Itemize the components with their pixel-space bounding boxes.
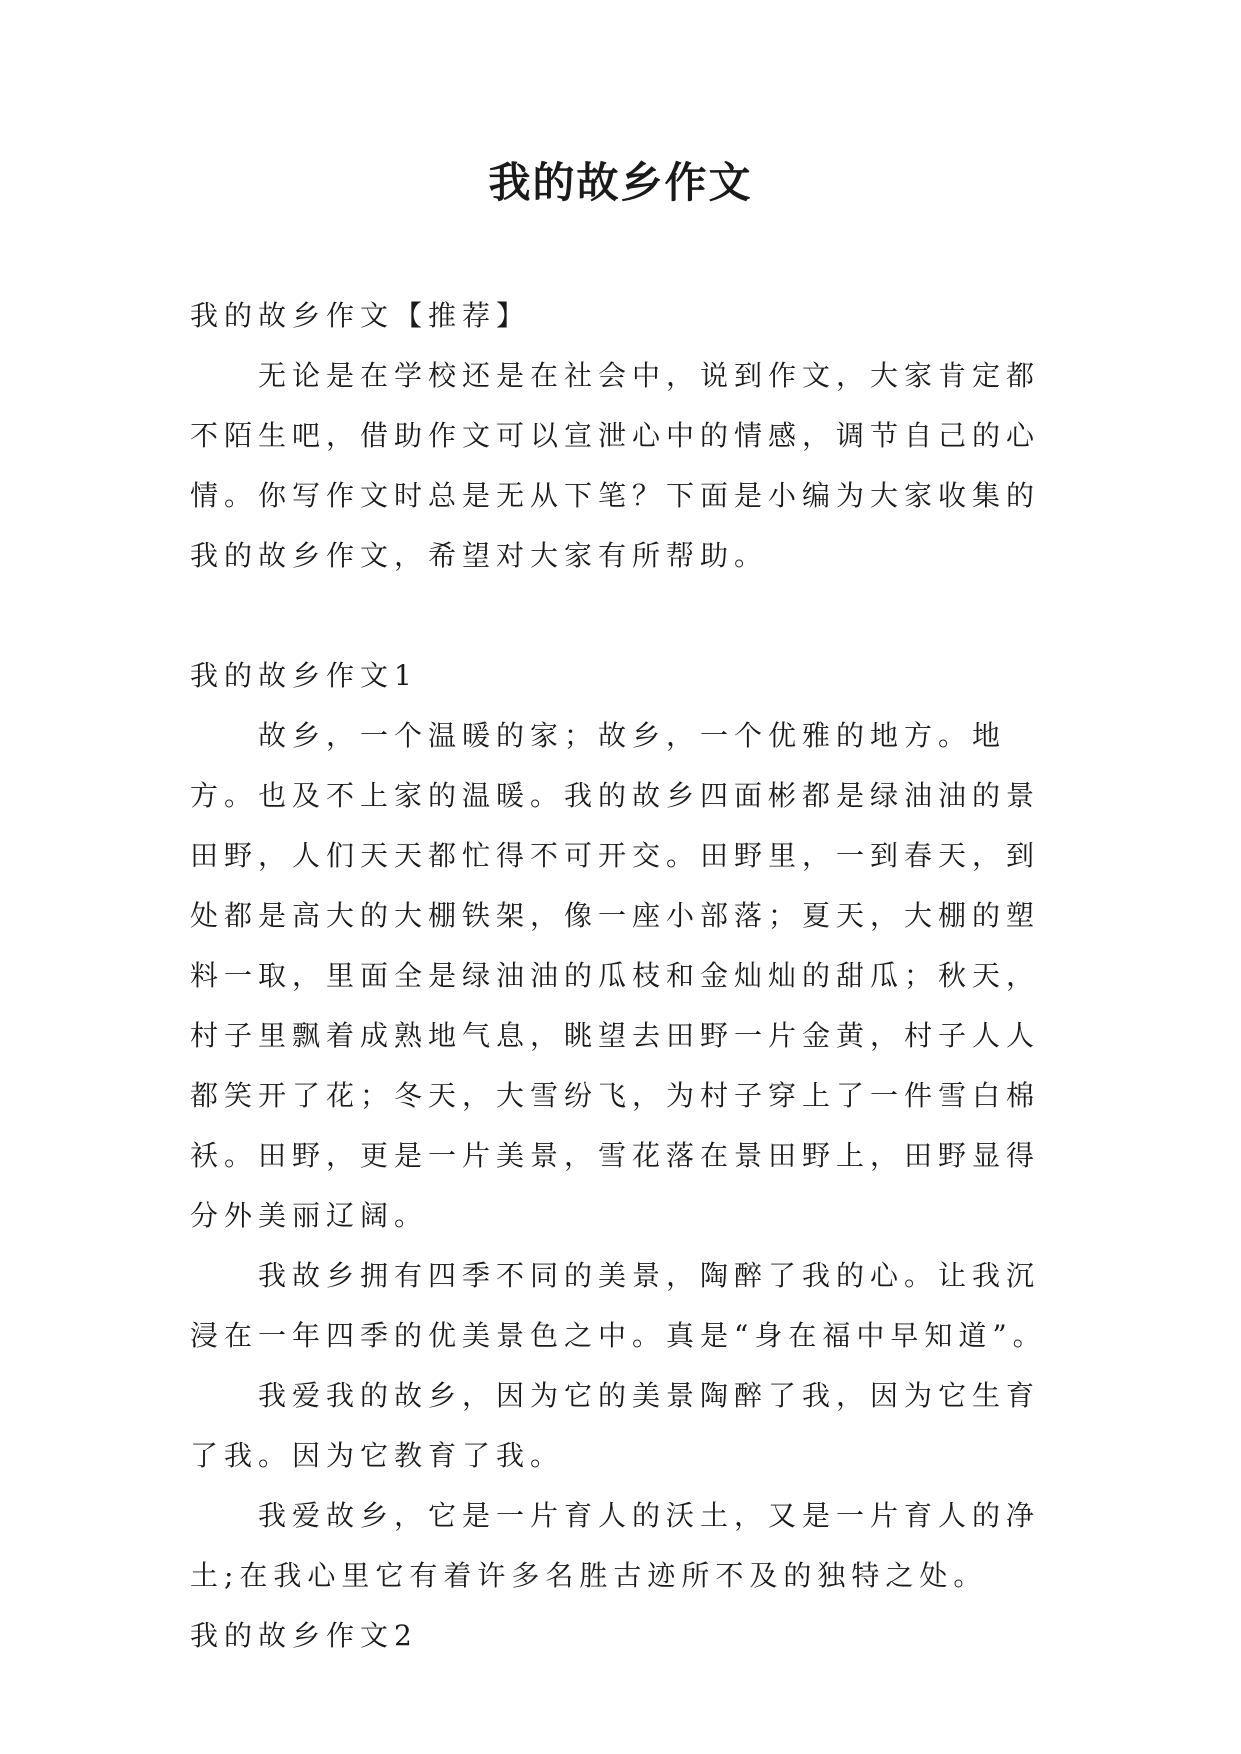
essay1-paragraph: 我爱故乡，它是一片育人的沃土，又是一片育人的净土;在我心里它有着许多名胜古迹所不及的独特之处。 [190,1499,1041,1592]
essay1-paragraph: 故乡，一个温暖的家；故乡，一个优雅的地方。地方。也及不上家的温暖。我的故乡四面彬都是绿油油的景田野，人们天天都忙得不可开交。田野里，一到春天，到处都是高大的大棚铁架，像一座小部落；夏天，大棚的塑料一取，里面全是绿油油的瓜枝和金灿灿的甜瓜；秋天，村子里飘着成熟地气息，眺望去田野一片金黄，村子人人都笑开了花；冬天，大雪纷飞，为村子穿上了一件雪白棉袄。田野，更是一片美景，雪花落在景田野上，田野显得分外美丽辽阔。 [190,719,1041,1232]
spacer [190,586,1070,646]
essay1-heading: 我的故乡作文1 [190,659,418,692]
document-title: 我的故乡作文 [488,158,753,207]
intro-paragraph: 无论是在学校还是在社会中，说到作文，大家肯定都不陌生吧，借助作文可以宣泄心中的情感，调节自己的心情。你写作文时总是无从下笔？下面是小编为大家收集的我的故乡作文，希望对大家有所帮助。 [190,359,1041,572]
essay2-heading: 我的故乡作文2 [190,1619,418,1652]
intro-heading: 我的故乡作文【推荐】 [190,299,531,332]
essay1-paragraph: 我故乡拥有四季不同的美景，陶醉了我的心。让我沉浸在一年四季的优美景色之中。真是“身在福中早知道”。 [190,1259,1047,1352]
document-body [190,286,1070,1666]
essay1-paragraph: 我爱我的故乡，因为它的美景陶醉了我，因为它生育了我。因为它教育了我。 [190,1379,1041,1472]
